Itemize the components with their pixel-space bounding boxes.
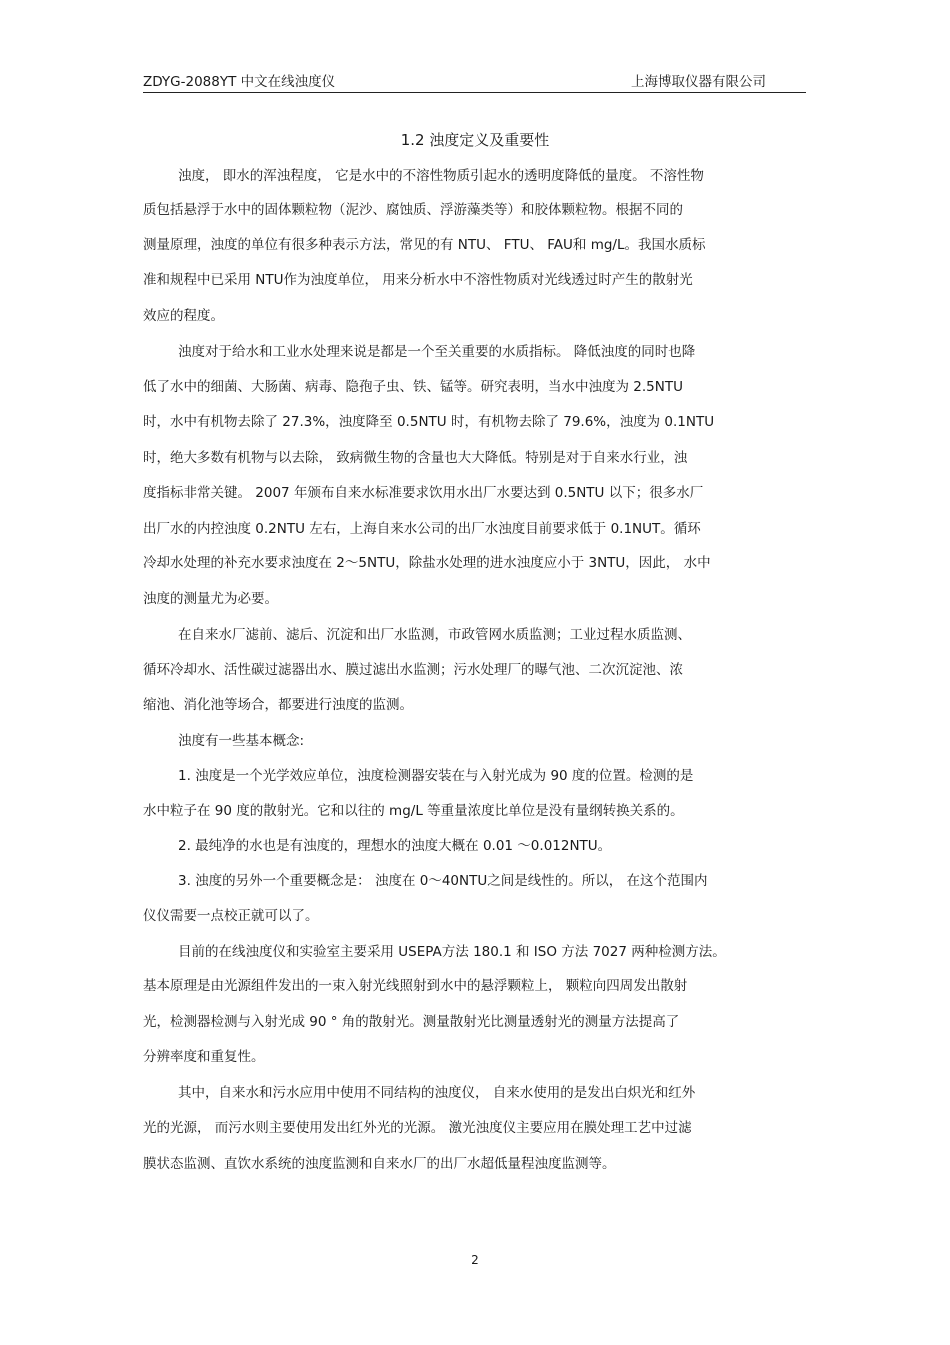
text-line: 低了水中的细菌、大肠菌、病毒、隐孢子虫、铁、锰等。研究表明，当水中浊度为 2.5NTU <box>143 379 683 395</box>
text-line: 测量原理，浊度的单位有很多种表示方法，常见的有 NTU、 FTU、 FAU和 mg/L。我国水质标 <box>143 237 706 253</box>
page-number: 2 <box>471 1253 479 1267</box>
text-line: 浊度有一些基本概念: <box>178 733 305 749</box>
text-line: 时，绝大多数有机物与以去除， 致病微生物的含量也大大降低。特别是对于自来水行业，浊 <box>143 450 688 466</box>
text-line: 浊度对于给水和工业水处理来说是都是一个至关重要的水质指标。 降低浊度的同时也降 <box>178 344 696 360</box>
header-product-name: ZDYG-2088YT 中文在线浊度仪 <box>143 74 336 90</box>
text-line: 目前的在线浊度仪和实验室主要采用 USEPA方法 180.1 和 ISO 方法 7027 两种检测方法。 <box>178 944 726 960</box>
text-line: 分辨率度和重复性。 <box>143 1049 265 1065</box>
text-line: 出厂水的内控浊度 0.2NTU 左右，上海自来水公司的出厂水浊度目前要求低于 0.1NUT。循环 <box>143 521 701 537</box>
text-line: 度指标非常关键。 2007 年颁布自来水标准要求饮用水出厂水要达到 0.5NTU 以下；很多水厂 <box>143 485 704 501</box>
text-line: 仪仪需要一点校正就可以了。 <box>143 908 319 924</box>
text-line: 1. 浊度是一个光学效应单位，浊度检测器安装在与入射光成为 90 度的位置。检测的是 <box>178 768 694 784</box>
text-line: 3. 浊度的另外一个重要概念是： 浊度在 0～40NTU之间是线性的。所以， 在这个范围内 <box>178 873 708 889</box>
text-line: 光，检测器检测与入射光成 90 ° 角的散射光。测量散射光比测量透射光的测量方法提高了 <box>143 1014 680 1030</box>
text-line: 基本原理是由光源组件发出的一束入射光线照射到水中的悬浮颗粒上， 颗粒向四周发出散射 <box>143 978 688 994</box>
text-line: 在自来水厂滤前、滤后、沉淀和出厂水监测，市政管网水质监测；工业过程水质监测、 <box>178 627 691 643</box>
text-line: 准和规程中已采用 NTU作为浊度单位， 用来分析水中不溶性物质对光线透过时产生的散射光 <box>143 272 693 288</box>
text-line: 质包括悬浮于水中的固体颗粒物（泥沙、腐蚀质、浮游藻类等）和胶体颗粒物。根据不同的 <box>143 202 683 218</box>
text-line: 2. 最纯净的水也是有浊度的，理想水的浊度大概在 0.01 ～0.012NTU。 <box>178 838 612 854</box>
text-line: 光的光源， 而污水则主要使用发出红外光的光源。 激光浊度仪主要应用在膜处理工艺中过滤 <box>143 1120 692 1136</box>
text-line: 循环冷却水、活性碳过滤器出水、膜过滤出水监测；污水处理厂的曝气池、二次沉淀池、浓 <box>143 662 683 678</box>
text-line: 时，水中有机物去除了 27.3%，浊度降至 0.5NTU 时，有机物去除了 79.6%，浊度为 0.1NTU <box>143 414 715 430</box>
text-line: 膜状态监测、直饮水系统的浊度监测和自来水厂的出厂水超低量程浊度监测等。 <box>143 1156 616 1172</box>
section-title: 1.2 浊度定义及重要性 <box>400 131 550 149</box>
header-company-name: 上海博取仪器有限公司 <box>631 74 766 90</box>
text-line: 效应的程度。 <box>143 308 224 324</box>
text-line: 浊度的测量尤为必要。 <box>143 591 278 607</box>
text-line: 其中，自来水和污水应用中使用不同结构的浊度仪， 自来水使用的是发出白炽光和红外 <box>178 1085 696 1101</box>
text-line: 冷却水处理的补充水要求浊度在 2～5NTU，除盐水处理的进水浊度应小于 3NTU，因此， 水中 <box>143 555 711 571</box>
text-line: 浊度， 即水的浑浊程度， 它是水中的不溶性物质引起水的透明度降低的量度。 不溶性物 <box>178 168 704 184</box>
text-line: 水中粒子在 90 度的散射光。它和以往的 mg/L 等重量浓度比单位是没有量纲转换关系的。 <box>143 803 684 819</box>
text-line: 缩池、消化池等场合，都要进行浊度的监测。 <box>143 697 413 713</box>
page-header <box>143 70 806 93</box>
